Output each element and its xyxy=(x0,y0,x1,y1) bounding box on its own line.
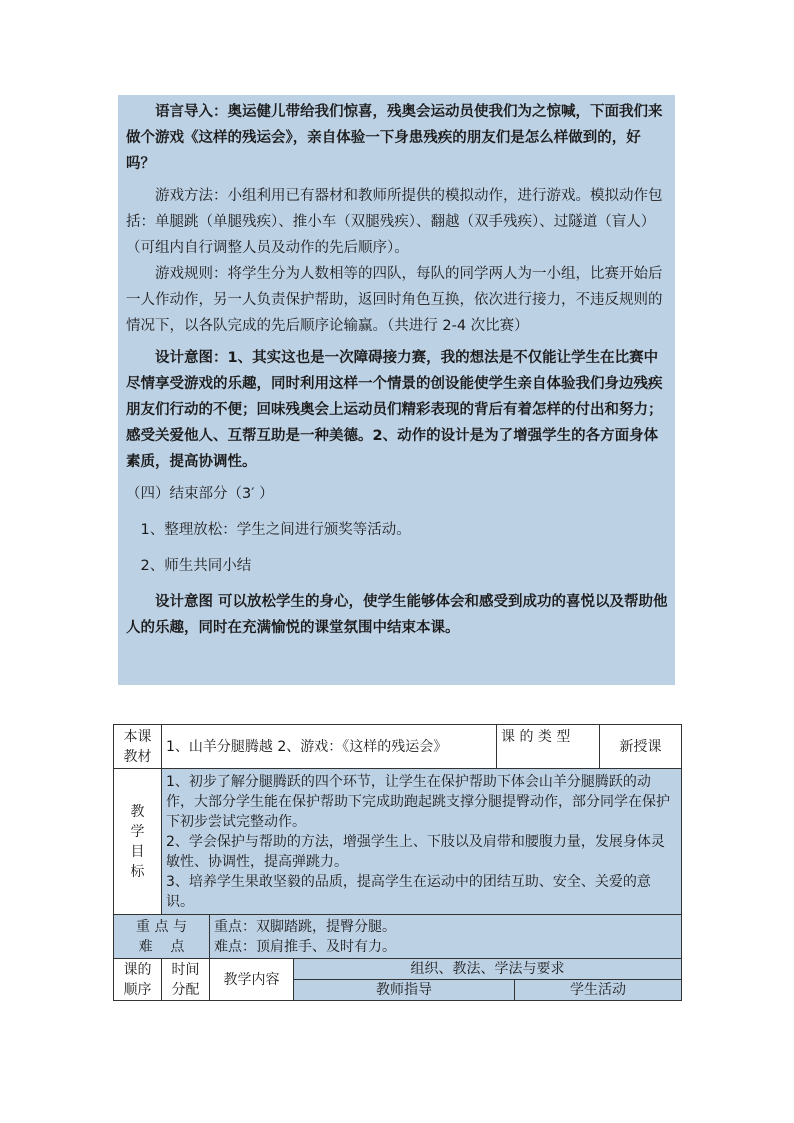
teacher-label-cell xyxy=(294,980,515,1001)
closing-item-2: 2、师生共同小结 xyxy=(140,558,252,574)
type-value-cell xyxy=(600,725,682,769)
order-label-line: 顺序 xyxy=(123,981,152,998)
goals-cell xyxy=(162,769,682,915)
student-label-cell xyxy=(515,980,682,1001)
key-label-line: 重 点 与 xyxy=(136,918,187,935)
goal-2: 2、学会保护与帮助的方法，增强学生上、下肢以及肩带和腰腹力量，发展身体灵敏性、协调性，提高弹跳力。 xyxy=(166,833,665,870)
type-value: 新授课 xyxy=(619,738,662,755)
content-label: 教学内容 xyxy=(223,971,280,988)
game-rules-paragraph: 游戏规则：将学生分为人数相等的四队，每队的同学两人为一小组，比赛开始后一人作动作，另一人负责保护帮助，返回时角色互换，依次进行接力，不违反规则的情况下，以各队完成的先后顺序论输赢。（共进行 2-4 次比赛） xyxy=(126,266,663,334)
goal-label-char: 标 xyxy=(130,863,145,880)
org-label: 组织、教法、学法与要求 xyxy=(410,961,565,977)
material-label: 本课教材 xyxy=(123,728,152,765)
closing-design-intent: 设计意图 可以放松学生的身心，使学生能够体会和感受到成功的喜悦以及帮助他人的乐趣，同时在充满愉悦的课堂氛围中结束本课。 xyxy=(126,594,668,636)
teacher-label: 教师指导 xyxy=(376,982,432,998)
org-label-cell xyxy=(294,959,682,980)
goal-3: 3、培养学生果敢坚毅的品质，提高学生在运动中的团结互助、安全、关爱的意识。 xyxy=(166,873,651,910)
key-point: 重点：双脚踏跳，提臀分腿。 xyxy=(214,918,396,935)
material-value: 1、山羊分腿腾越 2、游戏：《这样的残运会》 xyxy=(166,738,448,755)
material-value-cell xyxy=(162,725,497,769)
goal-1: 1、初步了解分腿腾跃的四个环节，让学生在保护帮助下体会山羊分腿腾跃的动作，大部分学生能在保护帮助下完成助跑起跳支撑分腿提臀动作，部分同学在保护下初步尝试完整动作。 xyxy=(166,773,670,830)
closing-item-1: 1、整理放松：学生之间进行颁奖等活动。 xyxy=(140,522,411,538)
student-label: 学生活动 xyxy=(570,982,627,998)
goal-label-char: 教 xyxy=(130,803,145,820)
difficulty-point: 难点：顶肩推手、及时有力。 xyxy=(214,938,396,955)
lesson-text-block xyxy=(118,95,675,685)
game-method-paragraph: 游戏方法：小组利用已有器材和教师所提供的模拟动作，进行游戏。模拟动作包括：单腿跳（单腿残疾）、推小车（双腿残疾）、翻越（双手残疾）、过隧道（盲人）（可组内自行调整人员及动作的先后顺序）。 xyxy=(126,188,663,256)
goal-label-cell xyxy=(114,769,162,915)
key-points-cell xyxy=(210,915,682,959)
time-label-line: 分配 xyxy=(171,981,200,998)
lesson-plan-table xyxy=(113,724,682,1001)
design-intent-paragraph: 设计意图：1、其实这也是一次障碍接力赛，我的想法是不仅能让学生在比赛中尽情享受游戏的乐趣，同时利用这样一个情景的创设能使学生亲自体验我们身边残疾朋友们行动的不便；回味残奥会上运动员们精彩表现的背后有着怎样的付出和努力；感受关爱他人、互帮互助是一种美德。2、动作的设计是为了增强学生的各方面身体素质，提高协调性。 xyxy=(126,350,663,470)
intro-paragraph: 语言导入：奥运健儿带给我们惊喜，残奥会运动员使我们为之惊喊，下面我们来做个游戏《这样的残运会》，亲自体验一下身患残疾的朋友们是怎么样做到的，好吗？ xyxy=(126,104,663,172)
section-heading: （四）结束部分（3′ ） xyxy=(126,486,274,502)
time-label-line: 时间 xyxy=(171,961,200,978)
goal-label-char: 目 xyxy=(130,843,145,860)
type-label-cell xyxy=(497,725,600,769)
time-label-cell xyxy=(162,959,210,1001)
content-label-cell xyxy=(210,959,294,1001)
key-label-line: 难 点 xyxy=(138,938,185,955)
goal-label-char: 学 xyxy=(130,823,145,840)
type-label: 课 的 类 型 xyxy=(501,729,571,745)
order-label-line: 课的 xyxy=(123,961,152,978)
order-label-cell xyxy=(114,959,162,1001)
material-label-cell xyxy=(114,725,162,769)
key-label-cell xyxy=(114,915,210,959)
